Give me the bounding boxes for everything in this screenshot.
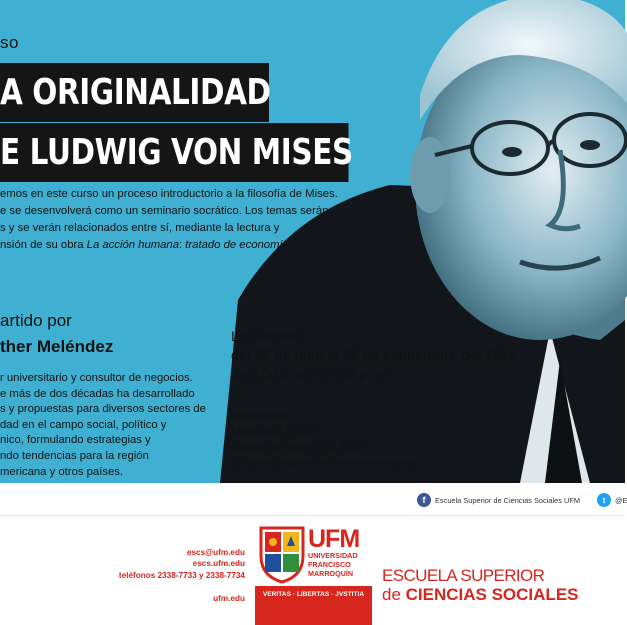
payment-note: (Se puede pagar en tres cuotas mensuales). [231, 457, 419, 468]
facebook-label: Escuela Superior de Ciencias Sociales UFM [435, 495, 581, 505]
course-cost: Costo del curso Q1,950 [231, 440, 363, 454]
bio-line: r universitario y consultor de negocios. [0, 372, 193, 384]
investment-heading: Inversión [231, 408, 287, 422]
logo-motto: VERITAS · LIBERTAS · JVSTITIA [255, 586, 372, 625]
logo-name-line: UNIVERSIDAD [308, 551, 358, 560]
bio-line: nico, formulando estrategias y [0, 434, 151, 447]
school-name-line-2 [382, 585, 579, 605]
schedule-time: de 5:00 p. m. a 7:30 p. m. [231, 366, 391, 382]
twitter-link[interactable] [597, 490, 627, 510]
schedule-day: Los viernes [231, 328, 303, 344]
logo-name-line: MARROQUÍN [308, 569, 354, 578]
description-line [0, 237, 360, 254]
bio-line: s y propuestas para diversos sectores de [0, 403, 206, 416]
contact-email[interactable]: escs@ufm.edu [186, 548, 245, 557]
course-description [0, 186, 360, 254]
logo-name [308, 551, 358, 578]
schedule-dates: del 25 de julio al 26 de septiembre del 2014 [231, 347, 517, 363]
twitter-icon: t [597, 493, 611, 507]
school-name [382, 566, 579, 605]
description-text: : [179, 239, 186, 251]
twitter-label: @E [615, 495, 627, 505]
logo-name-line: FRANCISCO [308, 560, 351, 569]
facebook-link[interactable] [417, 490, 580, 510]
description-text: . [288, 239, 293, 251]
description-line: emos en este curso un proceso introductorio a la filosofía de Mises. [0, 188, 338, 200]
description-text: nsión de su obra [0, 239, 87, 251]
schedule-block [231, 327, 517, 384]
contact-phones: teléfonos 2338-7733 y 2338-7734 [118, 570, 245, 580]
speaker-name: ther Meléndez [0, 337, 114, 356]
bio-line: dad en el campo social, político y [0, 418, 167, 431]
divider [0, 515, 625, 516]
facebook-icon: f [417, 493, 431, 507]
description-line: e se desenvolverá como un seminario socrático. Los temas serán [0, 205, 329, 217]
school-name-prefix: de [382, 585, 406, 604]
contact-block [119, 547, 245, 605]
bio-line: ndo tendencias para la región [0, 449, 149, 462]
imparted-by-label: artido por [0, 311, 72, 330]
course-kicker: so [0, 33, 19, 52]
school-name-line-1: ESCUELA SUPERIOR [382, 566, 545, 585]
bio-line: e más de dos décadas ha desarrollado [0, 387, 195, 400]
investment-block [231, 407, 418, 471]
book-subtitle: tratado de economía [185, 239, 289, 251]
bio-line: mericana y otros países. [0, 465, 124, 478]
description-line: s y se verán relacionados entre sí, mediante la lectura y [0, 222, 280, 234]
registration-fee: Matrícula Q650 [231, 424, 317, 438]
contact-url[interactable]: ufm.edu [213, 594, 245, 604]
book-title: La acción humana [86, 239, 179, 251]
course-title-line-1: A ORIGINALIDAD [0, 63, 269, 122]
contact-site[interactable]: escs.ufm.edu [192, 559, 245, 569]
logo-acronym: UFM [308, 525, 360, 553]
ufm-shield-icon [259, 526, 305, 584]
course-title-line-2: E LUDWIG VON MISES [0, 123, 349, 182]
speaker-bio [0, 371, 215, 480]
school-name-bold: CIENCIAS SOCIALES [405, 585, 579, 604]
